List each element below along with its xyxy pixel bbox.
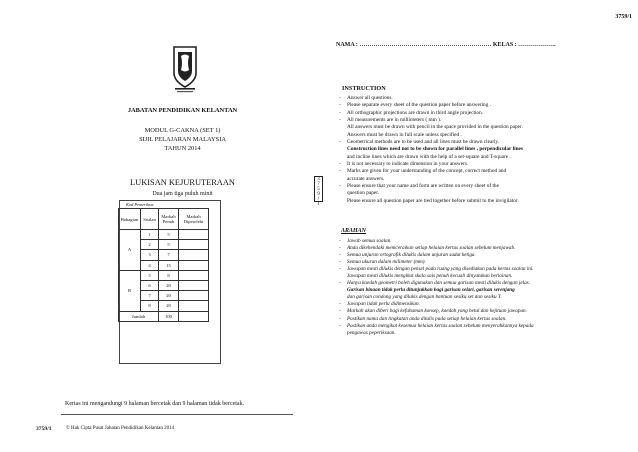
markah-penuh-cell: 15: [159, 260, 179, 270]
list-item: [339, 146, 619, 153]
markah-penuh-cell: 5: [159, 240, 179, 250]
instruction-text: Answer all questions.: [347, 95, 393, 101]
bullet-dash: -: [339, 308, 341, 315]
instruction-text: accurate answers.: [347, 175, 385, 182]
bullet-dash: [339, 294, 347, 301]
marks-table: [118, 208, 209, 322]
bullet-dash: -: [339, 259, 341, 266]
instruction-text: All orthographic projections are drawn in third angle projection.: [347, 109, 484, 116]
markah-penuh-cell: 20: [159, 301, 179, 311]
markah-diperolehi-cell[interactable]: [179, 230, 209, 240]
markah-diperolehi-cell[interactable]: [179, 280, 209, 290]
instruction-text: Please separate every sheet of the question paper before answering .: [347, 102, 491, 109]
header-soalan: Soalan: [141, 209, 159, 230]
section-label: B: [119, 270, 141, 311]
list-item: [339, 183, 619, 190]
crest-logo-icon: [171, 43, 199, 93]
list-item: [339, 154, 619, 161]
bullet-dash: [339, 273, 347, 280]
instruction-text: Marks are given for your understanding of the concept, correct method and: [347, 168, 507, 175]
bullet-dash: -: [339, 245, 341, 252]
bullet-dash: -: [339, 109, 341, 116]
list-item: [339, 294, 624, 301]
header-markah-diperolehi: Markah Diperolehi: [179, 209, 209, 230]
arahan-text: Pastikan anda mengikat kesemua helaian kertas soalan sebelum menyerahkannya kepada: [347, 322, 534, 329]
list-item: [339, 308, 624, 315]
header-bahagian: Bahagian: [119, 209, 141, 230]
arahan-text: Jawapan mesti dilukis dengan pensel pada ruang yang disediakan pada kertas soalan ini.: [347, 266, 534, 273]
instruction-text: All measurements are in millimeters ( mm ).: [347, 117, 442, 124]
list-item: [339, 238, 624, 245]
markah-diperolehi-cell[interactable]: [179, 291, 209, 301]
soalan-cell: 7: [141, 291, 159, 301]
arahan-list: [339, 238, 624, 337]
vertical-code-char: 3: [317, 177, 320, 182]
modul-title: MODUL G-CAKNA (SET 1): [144, 127, 221, 134]
bullet-dash: -: [339, 301, 341, 308]
arahan-text: Pastikan nama dan tingkatan anda ditulis pada setiap helaian kertas soalan.: [347, 315, 507, 322]
bullet-dash: -: [339, 252, 341, 259]
list-item: [339, 139, 619, 146]
bullet-dash: [339, 287, 347, 294]
list-item: [339, 273, 624, 280]
bullet-dash: [339, 176, 347, 183]
nama-kelas-line: NAMA : ………………………………………………………… KELAS : ……………….: [336, 42, 556, 48]
page-code-top: 3759/1: [615, 14, 632, 20]
bullet-dash: -: [339, 95, 341, 101]
vertical-code-char: 9: [317, 192, 320, 197]
arahan-text: Jawab semua soalan.: [347, 238, 392, 244]
soalan-cell: 2: [141, 240, 159, 250]
vertical-paper-code: [314, 176, 323, 207]
vertical-code-char: 7: [317, 182, 320, 187]
soalan-cell: 6: [141, 280, 159, 290]
arahan-text: Anda dikehendaki memceraikan setiap helaian kertas soalan sebelum menjawab.: [347, 245, 516, 252]
markah-diperolehi-cell[interactable]: [179, 301, 209, 311]
markah-penuh-cell: 7: [159, 250, 179, 260]
list-item: [339, 198, 619, 205]
bullet-dash: [339, 154, 347, 161]
markah-diperolehi-cell[interactable]: [179, 260, 209, 270]
instruction-text: Geometrical methods are to be used and all lines must be drawn clearly.: [347, 139, 500, 146]
footer-divider: [61, 414, 293, 415]
table-row: [119, 230, 209, 240]
bullet-dash: -: [339, 168, 341, 175]
instruction-text: Please ensure all question paper are tied together before submit to the invigilator.: [347, 197, 519, 204]
table-row: [119, 270, 209, 280]
list-item: [339, 287, 624, 294]
list-item: [339, 259, 624, 266]
bullet-dash: [339, 190, 347, 197]
page-code-bottom: 3759/1: [36, 426, 52, 432]
bullet-dash: -: [339, 102, 341, 109]
instruction-text: Construction lines need not to be shown for parallel lines , perpendicular lines: [347, 146, 523, 153]
markah-penuh-cell: 20: [159, 280, 179, 290]
vertical-code-char: 5: [317, 187, 320, 192]
arahan-text: dan garisan condong yang dilukis dengan bantuan sesiku set dan sesiku T.: [347, 294, 502, 301]
total-row: [119, 311, 209, 321]
markah-penuh-cell: 5: [159, 230, 179, 240]
bullet-dash: -: [339, 139, 341, 146]
instruction-text: It is not necessary to indicate dimension in your answers.: [347, 161, 469, 168]
duration-text: Dua jam tiga puluh minit: [152, 191, 213, 197]
copyright-text: © Hak Cipta Pusat Jabatan Pendidikan Kelantan 2014: [66, 426, 175, 431]
markah-diperolehi-cell[interactable]: [179, 250, 209, 260]
list-item: [339, 280, 624, 287]
jumlah-diperolehi-cell[interactable]: [179, 311, 209, 321]
spm-title: SIJIL PELAJARAN MALAYSIA: [139, 136, 226, 143]
bullet-dash: -: [339, 238, 341, 244]
arahan-text: Garisan binaan tidak perlu ditunjukkan bagi garisan selari, garisan serenjang: [347, 287, 515, 294]
soalan-cell: 8: [141, 301, 159, 311]
vertical-code-char: /: [317, 197, 320, 202]
instruction-text: and incline lines which are drawn with the help of a set-square and T-square .: [347, 153, 511, 160]
bullet-dash: -: [339, 322, 341, 329]
bullet-dash: -: [339, 117, 341, 124]
list-item: [339, 190, 619, 197]
soalan-cell: 4: [141, 260, 159, 270]
arahan-heading: ARAHAN: [341, 228, 367, 234]
instruction-text: question paper.: [347, 190, 380, 197]
header-markah-penuh: Markah Penuh: [159, 209, 179, 230]
list-item: [339, 110, 619, 117]
jumlah-value: 100: [159, 311, 179, 321]
bullet-dash: -: [339, 266, 341, 273]
list-item: [339, 132, 619, 139]
arahan-text: Jawapan tidak perlu didimensikan.: [347, 301, 420, 308]
arahan-text: Hanya kaedah geometri boleh digunakan dan semua garisan mesti dilukis dengan jelas.: [347, 280, 530, 287]
list-item: [339, 316, 624, 323]
bullet-dash: [339, 132, 347, 139]
vertical-code-char: 1: [317, 202, 320, 207]
bullet-dash: [339, 330, 347, 337]
soalan-cell: 3: [141, 250, 159, 260]
examiner-code-label: Kod Pemeriksa:: [126, 202, 155, 207]
list-item: [339, 124, 619, 131]
table-header-row: [119, 209, 209, 230]
bullet-dash: -: [339, 280, 341, 287]
markah-penuh-cell: 8: [159, 270, 179, 280]
arahan-text: pengawas peperiksaan.: [347, 329, 396, 336]
bullet-dash: [339, 198, 347, 205]
bullet-dash: -: [339, 161, 341, 168]
tahun-title: TAHUN 2014: [164, 145, 201, 152]
page-count-note: Kertas ini mengandungi 9 halaman bercetak dan 9 halaman tidak bercetak.: [65, 401, 245, 407]
arahan-text: Jawapan mesti dilukis mengikut skala sais penuh kecuali dinyatakan berlainan.: [347, 273, 513, 280]
bullet-dash: [339, 146, 347, 153]
markah-diperolehi-cell[interactable]: [179, 240, 209, 250]
bullet-dash: [339, 124, 347, 131]
arahan-text: Semua ukuran dalam milimeter (mm).: [347, 259, 426, 266]
jabatan-heading: JABATAN PENDIDIKAN KELANTAN: [127, 107, 238, 114]
list-item: [339, 168, 619, 175]
bullet-dash: -: [339, 183, 341, 190]
jumlah-label: Jumlah: [119, 311, 159, 321]
section-label: A: [119, 230, 141, 271]
soalan-cell: 1: [141, 230, 159, 240]
list-item: [339, 323, 624, 330]
instruction-text: All answers must be drawn with pencil in the space provided in the question paper.: [347, 124, 523, 131]
arahan-text: Semua unjuran ortografik dilukis dalam unjuran sudut ketiga.: [347, 252, 476, 259]
markah-penuh-cell: 20: [159, 291, 179, 301]
list-item: [339, 102, 619, 109]
markah-diperolehi-cell[interactable]: [179, 270, 209, 280]
bullet-dash: -: [339, 315, 341, 322]
instruction-heading: INSTRUCTION: [342, 85, 386, 92]
instruction-list: [339, 95, 619, 205]
instruction-text: Answers must be drawn in full scale unless specified .: [347, 131, 462, 138]
instruction-text: Please ensure that your name and form are written on every sheet of the: [347, 183, 499, 190]
list-item: [339, 330, 624, 337]
subject-title: LUKISAN KEJURUTERAAN: [130, 178, 235, 187]
soalan-cell: 5: [141, 270, 159, 280]
list-item: [339, 266, 624, 273]
arahan-text: Markah akan diberi bagi kefahaman konsep, kaedah yang betul dan kejituan jawapan.: [347, 308, 527, 315]
list-item: [339, 117, 619, 124]
